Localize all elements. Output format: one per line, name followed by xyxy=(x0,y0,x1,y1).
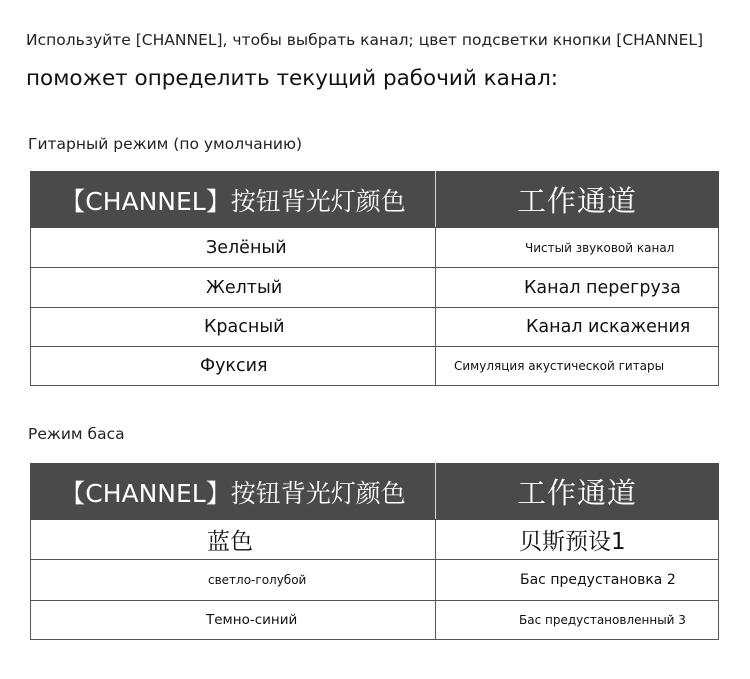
guitar-channel-table xyxy=(30,171,719,386)
channel-cell: Чистый звуковой канал xyxy=(525,240,675,255)
channel-cell: Бас предустановленный 3 xyxy=(519,613,686,627)
channel-cell: Симуляция акустической гитары xyxy=(454,359,665,373)
table-row xyxy=(31,347,719,386)
color-cell: Красный xyxy=(204,317,285,337)
table-row xyxy=(31,520,719,560)
channel-cell: Бас предустановка 2 xyxy=(520,572,676,588)
channel-cell: 贝斯预设1 xyxy=(519,529,626,555)
table-header-row xyxy=(31,172,719,228)
table-row xyxy=(31,308,719,347)
intro-line-1: Используйте [CHANNEL], чтобы выбрать канал; цвет подсветки кнопки [CHANNEL] xyxy=(26,31,704,49)
color-cell: светло-голубой xyxy=(208,573,307,587)
color-cell: Темно-синий xyxy=(206,612,298,628)
bass-mode-title: Режим баса xyxy=(28,425,125,443)
color-cell: Желтый xyxy=(206,277,283,298)
header-working-channel: 工作通道 xyxy=(436,464,719,520)
table-row xyxy=(31,601,719,640)
header-button-color: 【CHANNEL】按钮背光灯颜色 xyxy=(31,172,436,228)
color-cell: 蓝色 xyxy=(207,529,253,555)
table-row xyxy=(31,228,719,268)
color-cell: Зелёный xyxy=(206,237,287,258)
header-button-color: 【CHANNEL】按钮背光灯颜色 xyxy=(31,464,436,520)
guitar-mode-title: Гитарный режим (по умолчанию) xyxy=(28,135,303,153)
table-row xyxy=(31,268,719,308)
table-header-row xyxy=(31,464,719,520)
bass-channel-table xyxy=(30,463,719,640)
channel-cell: Канал искажения xyxy=(526,317,691,337)
header-working-channel: 工作通道 xyxy=(436,172,719,228)
table-row xyxy=(31,560,719,601)
intro-line-2: поможет определить текущий рабочий канал: xyxy=(26,66,559,91)
color-cell: Фуксия xyxy=(200,356,268,376)
channel-cell: Канал перегруза xyxy=(524,277,681,298)
